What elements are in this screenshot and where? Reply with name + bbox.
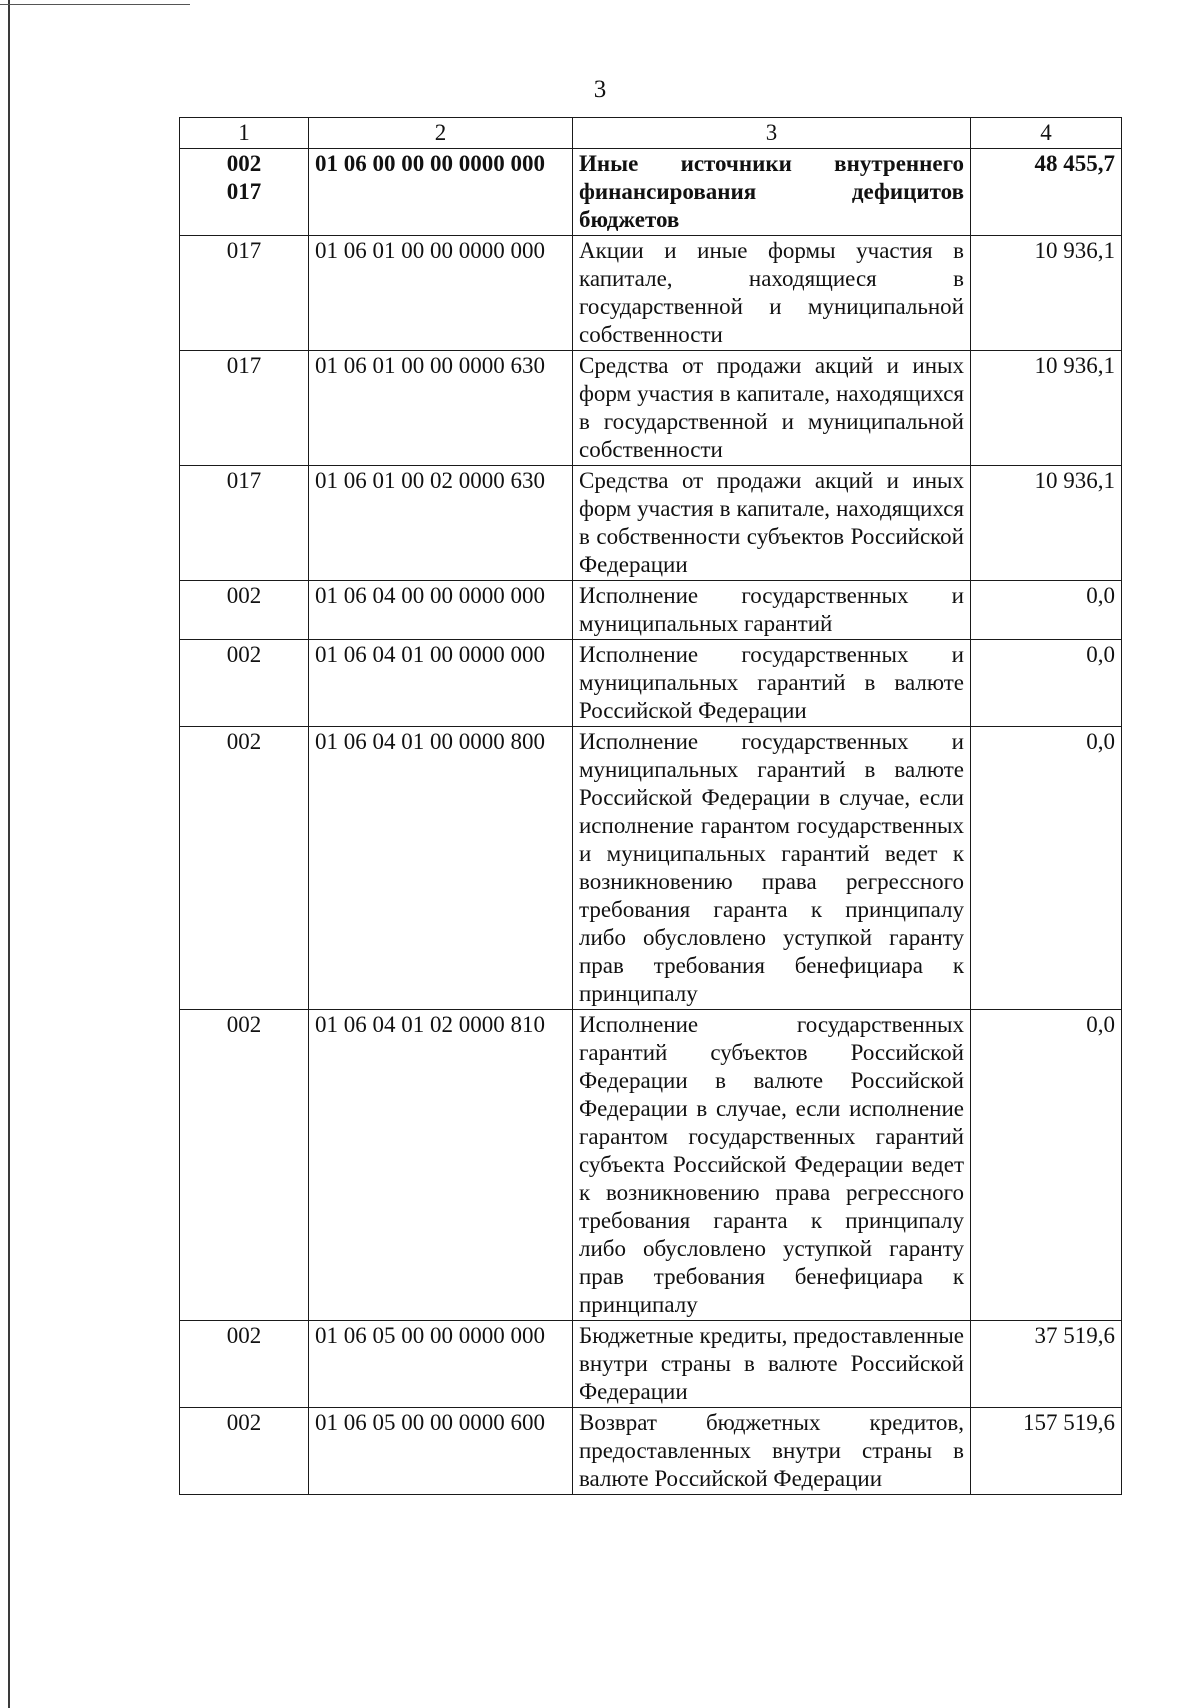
source-name-cell: Исполнение государственных и муниципальных гарантий: [573, 581, 971, 640]
budget-code-cell: 01 06 04 01 00 0000 000: [309, 640, 573, 727]
source-name-cell: Иные источники внутреннего финансирования дефицитов бюджетов: [573, 149, 971, 236]
header-col-4: 4: [971, 118, 1122, 149]
org-code-cell: 002: [180, 1010, 309, 1321]
header-row: [180, 118, 1122, 149]
amount-cell: 0,0: [971, 581, 1122, 640]
header-col-3: 3: [573, 118, 971, 149]
org-code-cell: 017: [180, 236, 309, 351]
org-code-cell: 002: [180, 1321, 309, 1408]
amount-cell: 0,0: [971, 1010, 1122, 1321]
budget-code-cell: 01 06 01 00 00 0000 000: [309, 236, 573, 351]
table-row: [180, 1321, 1122, 1408]
source-name-cell: Исполнение государственных гарантий субъектов Российской Федерации в валюте Российской Федерации в случае, если исполнение гарантом государственных гарантий субъекта Российской Федерации ведет к возникновению права регрессного требования гаранта к принципалу либо обусловлено уступкой гаранту прав требования бенефициара к принципалу: [573, 1010, 971, 1321]
org-code-cell: 002 017: [180, 149, 309, 236]
source-name-cell: Исполнение государственных и муниципальных гарантий в валюте Российской Федерации: [573, 640, 971, 727]
table-row: [180, 466, 1122, 581]
source-name-cell: Средства от продажи акций и иных форм участия в капитале, находящихся в собственности субъектов Российской Федерации: [573, 466, 971, 581]
amount-cell: 10 936,1: [971, 236, 1122, 351]
budget-code-cell: 01 06 04 01 02 0000 810: [309, 1010, 573, 1321]
table-row: [180, 351, 1122, 466]
scan-edge-line: [8, 0, 10, 1708]
source-name-cell: Бюджетные кредиты, предоставленные внутри страны в валюте Российской Федерации: [573, 1321, 971, 1408]
amount-cell: 157 519,6: [971, 1408, 1122, 1495]
source-name-cell: Исполнение государственных и муниципальных гарантий в валюте Российской Федерации в случае, если исполнение гарантом государственных и муниципальных гарантий ведет к возникновению права регрессного требования гаранта к принципалу либо обусловлено уступкой гаранту прав требования бенефициара к принципалу: [573, 727, 971, 1010]
header-col-2: 2: [309, 118, 573, 149]
budget-code-cell: 01 06 01 00 00 0000 630: [309, 351, 573, 466]
table-header: [180, 118, 1122, 149]
org-code-cell: 017: [180, 466, 309, 581]
budget-code-cell: 01 06 04 01 00 0000 800: [309, 727, 573, 1010]
header-col-1: 1: [180, 118, 309, 149]
table-row: [180, 149, 1122, 236]
source-name-cell: Средства от продажи акций и иных форм участия в капитале, находящихся в государственной и муниципальной собственности: [573, 351, 971, 466]
table-row: [180, 236, 1122, 351]
page-number: 3: [593, 76, 607, 103]
table-row: [180, 727, 1122, 1010]
table-row: [180, 1408, 1122, 1495]
table-body: [180, 149, 1122, 1495]
org-code-cell: 002: [180, 1408, 309, 1495]
amount-cell: 37 519,6: [971, 1321, 1122, 1408]
table-row: [180, 581, 1122, 640]
org-code-cell: 002: [180, 640, 309, 727]
amount-cell: 10 936,1: [971, 351, 1122, 466]
scan-top-line: [0, 4, 190, 5]
amount-cell: 48 455,7: [971, 149, 1122, 236]
sources-financing-table: [179, 117, 1122, 1495]
org-code-cell: 017: [180, 351, 309, 466]
org-code-cell: 002: [180, 727, 309, 1010]
amount-cell: 10 936,1: [971, 466, 1122, 581]
org-code-cell: 002: [180, 581, 309, 640]
source-name-cell: Возврат бюджетных кредитов, предоставленных внутри страны в валюте Российской Федерации: [573, 1408, 971, 1495]
budget-code-cell: 01 06 00 00 00 0000 000: [309, 149, 573, 236]
amount-cell: 0,0: [971, 727, 1122, 1010]
budget-code-cell: 01 06 05 00 00 0000 000: [309, 1321, 573, 1408]
budget-code-cell: 01 06 01 00 02 0000 630: [309, 466, 573, 581]
budget-code-cell: 01 06 04 00 00 0000 000: [309, 581, 573, 640]
source-name-cell: Акции и иные формы участия в капитале, находящиеся в государственной и муниципальной собственности: [573, 236, 971, 351]
table-row: [180, 1010, 1122, 1321]
amount-cell: 0,0: [971, 640, 1122, 727]
budget-code-cell: 01 06 05 00 00 0000 600: [309, 1408, 573, 1495]
table-row: [180, 640, 1122, 727]
